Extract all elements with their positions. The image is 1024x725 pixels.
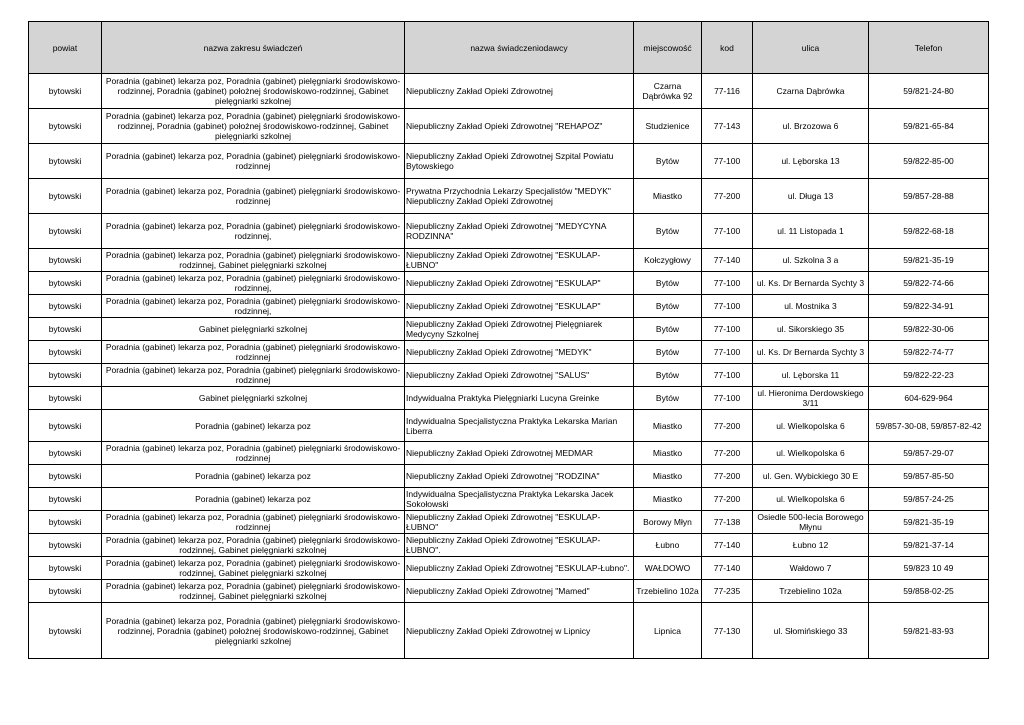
cell-kod: 77-200 bbox=[702, 179, 753, 214]
cell-ulica: ul. Mostnika 3 bbox=[753, 295, 869, 318]
cell-ulica: Łubno 12 bbox=[753, 534, 869, 557]
header-ulica: ulica bbox=[753, 22, 869, 74]
cell-zakres: Poradnia (gabinet) lekarza poz, Poradnia (gabinet) pielęgniarki środowiskowo-rodzinnej, Gabinet pielęgniarki szkolnej bbox=[102, 557, 405, 580]
cell-telefon: 604-629-964 bbox=[869, 387, 989, 410]
cell-swiadczeniodawca: Niepubliczny Zakład Opieki Zdrowotnej Pielęgniarek Medycyny Szkolnej bbox=[405, 318, 634, 341]
cell-kod: 77-140 bbox=[702, 249, 753, 272]
cell-ulica: Wałdowo 7 bbox=[753, 557, 869, 580]
cell-miejscowosc: Bytów bbox=[634, 318, 702, 341]
cell-zakres: Poradnia (gabinet) lekarza poz, Poradnia (gabinet) pielęgniarki środowiskowo-rodzinnej bbox=[102, 144, 405, 179]
cell-zakres: Gabinet pielęgniarki szkolnej bbox=[102, 318, 405, 341]
cell-telefon: 59/821-35-19 bbox=[869, 249, 989, 272]
cell-swiadczeniodawca: Niepubliczny Zakład Opieki Zdrowotnej bbox=[405, 74, 634, 109]
cell-swiadczeniodawca: Niepubliczny Zakład Opieki Zdrowotnej MEDMAR bbox=[405, 442, 634, 465]
cell-telefon: 59/821-35-19 bbox=[869, 511, 989, 534]
cell-powiat: bytowski bbox=[29, 534, 102, 557]
cell-miejscowosc: WAŁDOWO bbox=[634, 557, 702, 580]
table-row bbox=[29, 272, 989, 295]
cell-telefon: 59/857-30-08, 59/857-82-42 bbox=[869, 410, 989, 442]
cell-miejscowosc: Trzebielino 102a bbox=[634, 580, 702, 603]
cell-ulica: ul. Brzozowa 6 bbox=[753, 109, 869, 144]
cell-swiadczeniodawca: Niepubliczny Zakład Opieki Zdrowotnej "REHAPOZ" bbox=[405, 109, 634, 144]
cell-ulica: ul. Wielkopolska 6 bbox=[753, 410, 869, 442]
table-row bbox=[29, 109, 989, 144]
cell-ulica: ul. Lęborska 13 bbox=[753, 144, 869, 179]
cell-swiadczeniodawca: Prywatna Przychodnia Lekarzy Specjalistów "MEDYK" Niepubliczny Zakład Opieki Zdrowotnej bbox=[405, 179, 634, 214]
header-kod: kod bbox=[702, 22, 753, 74]
table-row bbox=[29, 387, 989, 410]
table-row bbox=[29, 249, 989, 272]
cell-zakres: Poradnia (gabinet) lekarza poz, Poradnia (gabinet) pielęgniarki środowiskowo-rodzinnej, bbox=[102, 214, 405, 249]
header-powiat: powiat bbox=[29, 22, 102, 74]
cell-telefon: 59/857-85-50 bbox=[869, 465, 989, 488]
cell-miejscowosc: Miastko bbox=[634, 179, 702, 214]
cell-swiadczeniodawca: Niepubliczny Zakład Opieki Zdrowotnej Szpital Powiatu Bytowskiego bbox=[405, 144, 634, 179]
cell-ulica: Osiedle 500-lecia Borowego Młynu bbox=[753, 511, 869, 534]
cell-ulica: ul. Lęborska 11 bbox=[753, 364, 869, 387]
cell-miejscowosc: Bytów bbox=[634, 364, 702, 387]
cell-swiadczeniodawca: Niepubliczny Zakład Opieki Zdrowotnej "MEDYCYNA RODZINNA" bbox=[405, 214, 634, 249]
cell-telefon: 59/822-34-91 bbox=[869, 295, 989, 318]
cell-powiat: bytowski bbox=[29, 318, 102, 341]
cell-zakres: Poradnia (gabinet) lekarza poz, Poradnia (gabinet) pielęgniarki środowiskowo-rodzinnej, bbox=[102, 295, 405, 318]
cell-telefon: 59/857-28-88 bbox=[869, 179, 989, 214]
cell-zakres: Poradnia (gabinet) lekarza poz, Poradnia (gabinet) pielęgniarki środowiskowo-rodzinnej bbox=[102, 442, 405, 465]
cell-powiat: bytowski bbox=[29, 109, 102, 144]
cell-ulica: ul. Ks. Dr Bernarda Sychty 3 bbox=[753, 341, 869, 364]
cell-miejscowosc: Bytów bbox=[634, 144, 702, 179]
cell-kod: 77-100 bbox=[702, 272, 753, 295]
cell-ulica: Trzebielino 102a bbox=[753, 580, 869, 603]
table-row bbox=[29, 144, 989, 179]
cell-miejscowosc: Borowy Młyn bbox=[634, 511, 702, 534]
cell-zakres: Poradnia (gabinet) lekarza poz, Poradnia (gabinet) pielęgniarki środowiskowo-rodzinnej, Gabinet pielęgniarki szkolnej bbox=[102, 249, 405, 272]
cell-miejscowosc: Kołczygłowy bbox=[634, 249, 702, 272]
cell-zakres: Poradnia (gabinet) lekarza poz, Poradnia (gabinet) pielęgniarki środowiskowo-rodzinnej, Gabinet pielęgniarki szkolnej bbox=[102, 534, 405, 557]
table-row bbox=[29, 580, 989, 603]
cell-swiadczeniodawca: Niepubliczny Zakład Opieki Zdrowotnej w Lipnicy bbox=[405, 603, 634, 659]
cell-swiadczeniodawca: Niepubliczny Zakład Opieki Zdrowotnej "MEDYK" bbox=[405, 341, 634, 364]
table-row bbox=[29, 488, 989, 511]
cell-telefon: 59/857-24-25 bbox=[869, 488, 989, 511]
cell-powiat: bytowski bbox=[29, 488, 102, 511]
cell-miejscowosc: Bytów bbox=[634, 214, 702, 249]
cell-kod: 77-138 bbox=[702, 511, 753, 534]
cell-kod: 77-100 bbox=[702, 144, 753, 179]
cell-zakres: Poradnia (gabinet) lekarza poz, Poradnia (gabinet) pielęgniarki środowiskowo-rodzinnej bbox=[102, 511, 405, 534]
cell-powiat: bytowski bbox=[29, 442, 102, 465]
cell-miejscowosc: Łubno bbox=[634, 534, 702, 557]
cell-telefon: 59/822-22-23 bbox=[869, 364, 989, 387]
cell-kod: 77-200 bbox=[702, 410, 753, 442]
cell-swiadczeniodawca: Niepubliczny Zakład Opieki Zdrowotnej "ESKULAP" bbox=[405, 272, 634, 295]
cell-kod: 77-140 bbox=[702, 534, 753, 557]
header-zakres: nazwa zakresu świadczeń bbox=[102, 22, 405, 74]
cell-zakres: Poradnia (gabinet) lekarza poz, Poradnia (gabinet) pielęgniarki środowiskowo-rodzinnej, Poradnia (gabinet) położnej środowiskowo-rodzinnej, Gabinet pielęgniarki szkolnej bbox=[102, 603, 405, 659]
cell-telefon: 59/822-74-66 bbox=[869, 272, 989, 295]
cell-powiat: bytowski bbox=[29, 580, 102, 603]
cell-kod: 77-100 bbox=[702, 341, 753, 364]
cell-powiat: bytowski bbox=[29, 295, 102, 318]
cell-miejscowosc: Miastko bbox=[634, 488, 702, 511]
cell-ulica: ul. Długa 13 bbox=[753, 179, 869, 214]
cell-zakres: Poradnia (gabinet) lekarza poz, Poradnia (gabinet) pielęgniarki środowiskowo-rodzinnej, Poradnia (gabinet) położnej środowiskowo-rodzinnej, Gabinet pielęgniarki szkolnej bbox=[102, 109, 405, 144]
cell-powiat: bytowski bbox=[29, 74, 102, 109]
cell-miejscowosc: Lipnica bbox=[634, 603, 702, 659]
cell-swiadczeniodawca: Indywidualna Specjalistyczna Praktyka Lekarska Marian Liberra bbox=[405, 410, 634, 442]
cell-kod: 77-116 bbox=[702, 74, 753, 109]
cell-powiat: bytowski bbox=[29, 179, 102, 214]
cell-zakres: Poradnia (gabinet) lekarza poz, Poradnia (gabinet) pielęgniarki środowiskowo-rodzinnej, bbox=[102, 272, 405, 295]
cell-zakres: Poradnia (gabinet) lekarza poz bbox=[102, 410, 405, 442]
cell-telefon: 59/821-65-84 bbox=[869, 109, 989, 144]
cell-zakres: Poradnia (gabinet) lekarza poz bbox=[102, 465, 405, 488]
cell-powiat: bytowski bbox=[29, 387, 102, 410]
table-row bbox=[29, 410, 989, 442]
table-row bbox=[29, 214, 989, 249]
cell-miejscowosc: Miastko bbox=[634, 410, 702, 442]
cell-powiat: bytowski bbox=[29, 557, 102, 580]
header-miejscowosc: miejscowość bbox=[634, 22, 702, 74]
table-row bbox=[29, 295, 989, 318]
providers-table bbox=[28, 21, 989, 659]
cell-zakres: Poradnia (gabinet) lekarza poz, Poradnia (gabinet) pielęgniarki środowiskowo-rodzinnej bbox=[102, 341, 405, 364]
cell-swiadczeniodawca: Niepubliczny Zakład Opieki Zdrowotnej "RODZINA" bbox=[405, 465, 634, 488]
cell-ulica: ul. Hieronima Derdowskiego 3/11 bbox=[753, 387, 869, 410]
cell-kod: 77-200 bbox=[702, 442, 753, 465]
cell-ulica: Czarna Dąbrówka bbox=[753, 74, 869, 109]
cell-miejscowosc: Bytów bbox=[634, 272, 702, 295]
table-row bbox=[29, 364, 989, 387]
table-row bbox=[29, 341, 989, 364]
cell-powiat: bytowski bbox=[29, 364, 102, 387]
cell-telefon: 59/823 10 49 bbox=[869, 557, 989, 580]
cell-miejscowosc: Miastko bbox=[634, 465, 702, 488]
cell-miejscowosc: Studzienice bbox=[634, 109, 702, 144]
header-row bbox=[29, 22, 989, 74]
cell-powiat: bytowski bbox=[29, 511, 102, 534]
cell-kod: 77-100 bbox=[702, 364, 753, 387]
cell-swiadczeniodawca: Niepubliczny Zakład Opieki Zdrowotnej "ESKULAP" bbox=[405, 295, 634, 318]
cell-ulica: ul. 11 Listopada 1 bbox=[753, 214, 869, 249]
cell-ulica: ul. Ks. Dr Bernarda Sychty 3 bbox=[753, 272, 869, 295]
cell-miejscowosc: Bytów bbox=[634, 295, 702, 318]
table-row bbox=[29, 74, 989, 109]
cell-kod: 77-100 bbox=[702, 387, 753, 410]
cell-ulica: ul. Słomińskiego 33 bbox=[753, 603, 869, 659]
cell-ulica: ul. Wielkopolska 6 bbox=[753, 488, 869, 511]
cell-telefon: 59/821-24-80 bbox=[869, 74, 989, 109]
table-row bbox=[29, 511, 989, 534]
cell-powiat: bytowski bbox=[29, 465, 102, 488]
cell-telefon: 59/822-74-77 bbox=[869, 341, 989, 364]
cell-zakres: Poradnia (gabinet) lekarza poz bbox=[102, 488, 405, 511]
cell-telefon: 59/822-85-00 bbox=[869, 144, 989, 179]
cell-zakres: Poradnia (gabinet) lekarza poz, Poradnia (gabinet) pielęgniarki środowiskowo-rodzinnej, Poradnia (gabinet) położnej środowiskowo-rodzinnej, Gabinet pielęgniarki szkolnej bbox=[102, 74, 405, 109]
cell-ulica: ul. Szkolna 3 a bbox=[753, 249, 869, 272]
cell-powiat: bytowski bbox=[29, 603, 102, 659]
cell-kod: 77-235 bbox=[702, 580, 753, 603]
table-row bbox=[29, 442, 989, 465]
cell-miejscowosc: Bytów bbox=[634, 387, 702, 410]
cell-kod: 77-200 bbox=[702, 465, 753, 488]
cell-kod: 77-143 bbox=[702, 109, 753, 144]
cell-powiat: bytowski bbox=[29, 410, 102, 442]
cell-swiadczeniodawca: Niepubliczny Zakład Opieki Zdrowotnej "SALUS" bbox=[405, 364, 634, 387]
table-row bbox=[29, 318, 989, 341]
cell-kod: 77-100 bbox=[702, 295, 753, 318]
cell-kod: 77-140 bbox=[702, 557, 753, 580]
cell-swiadczeniodawca: Niepubliczny Zakład Opieki Zdrowotnej "Mamed" bbox=[405, 580, 634, 603]
table-row bbox=[29, 465, 989, 488]
cell-kod: 77-100 bbox=[702, 214, 753, 249]
cell-powiat: bytowski bbox=[29, 249, 102, 272]
cell-kod: 77-200 bbox=[702, 488, 753, 511]
cell-swiadczeniodawca: Niepubliczny Zakład Opieki Zdrowotnej "ESKULAP-ŁUBNO" bbox=[405, 511, 634, 534]
cell-telefon: 59/822-30-06 bbox=[869, 318, 989, 341]
cell-miejscowosc: Bytów bbox=[634, 341, 702, 364]
header-telefon: Telefon bbox=[869, 22, 989, 74]
table-row bbox=[29, 603, 989, 659]
cell-swiadczeniodawca: Niepubliczny Zakład Opieki Zdrowotnej "ESKULAP-Łubno". bbox=[405, 557, 634, 580]
cell-powiat: bytowski bbox=[29, 214, 102, 249]
cell-swiadczeniodawca: Indywidualna Praktyka Pielęgniarki Lucyna Greinke bbox=[405, 387, 634, 410]
cell-kod: 77-100 bbox=[702, 318, 753, 341]
cell-zakres: Poradnia (gabinet) lekarza poz, Poradnia (gabinet) pielęgniarki środowiskowo-rodzinnej, Gabinet pielęgniarki szkolnej bbox=[102, 580, 405, 603]
cell-powiat: bytowski bbox=[29, 144, 102, 179]
cell-telefon: 59/858-02-25 bbox=[869, 580, 989, 603]
header-swiadczeniodawca: nazwa świadczeniodawcy bbox=[405, 22, 634, 74]
cell-telefon: 59/857-29-07 bbox=[869, 442, 989, 465]
cell-powiat: bytowski bbox=[29, 341, 102, 364]
cell-zakres: Poradnia (gabinet) lekarza poz, Poradnia (gabinet) pielęgniarki środowiskowo-rodzinnej bbox=[102, 179, 405, 214]
cell-swiadczeniodawca: Indywidualna Specjalistyczna Praktyka Lekarska Jacek Sokołowski bbox=[405, 488, 634, 511]
cell-swiadczeniodawca: Niepubliczny Zakład Opieki Zdrowotnej "ESKULAP-ŁUBNO" bbox=[405, 249, 634, 272]
cell-telefon: 59/821-37-14 bbox=[869, 534, 989, 557]
cell-telefon: 59/822-68-18 bbox=[869, 214, 989, 249]
cell-ulica: ul. Wielkopolska 6 bbox=[753, 442, 869, 465]
cell-powiat: bytowski bbox=[29, 272, 102, 295]
cell-ulica: ul. Sikorskiego 35 bbox=[753, 318, 869, 341]
cell-miejscowosc: Czarna Dąbrówka 92 bbox=[634, 74, 702, 109]
cell-kod: 77-130 bbox=[702, 603, 753, 659]
cell-ulica: ul. Gen. Wybickiego 30 E bbox=[753, 465, 869, 488]
table-row bbox=[29, 534, 989, 557]
table-row bbox=[29, 557, 989, 580]
cell-miejscowosc: Miastko bbox=[634, 442, 702, 465]
cell-zakres: Gabinet pielęgniarki szkolnej bbox=[102, 387, 405, 410]
cell-zakres: Poradnia (gabinet) lekarza poz, Poradnia (gabinet) pielęgniarki środowiskowo-rodzinnej bbox=[102, 364, 405, 387]
table-row bbox=[29, 179, 989, 214]
cell-swiadczeniodawca: Niepubliczny Zakład Opieki Zdrowotnej "ESKULAP-ŁUBNO". bbox=[405, 534, 634, 557]
cell-telefon: 59/821-83-93 bbox=[869, 603, 989, 659]
